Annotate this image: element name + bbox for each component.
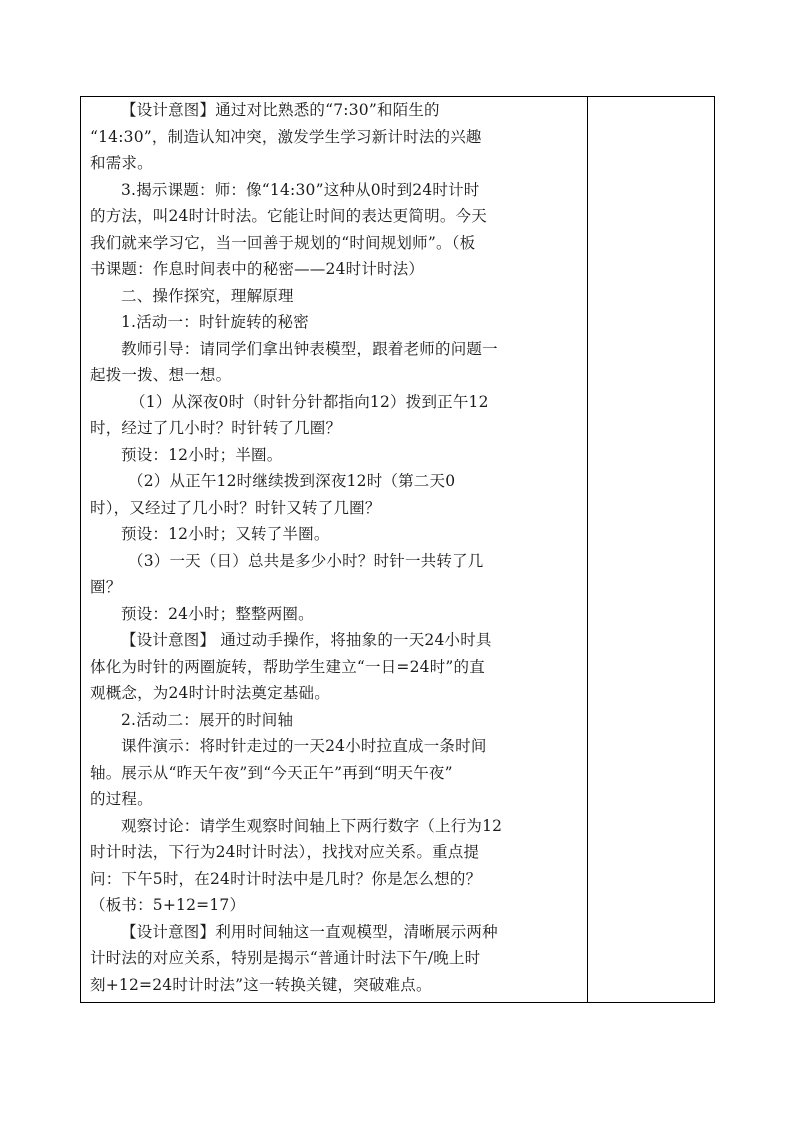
text-line: 观概念，为24时计时法奠定基础。: [90, 684, 330, 702]
text-line: 书课题：作息时间表中的秘密——24时计时法）: [90, 260, 425, 278]
text-line: 圈？: [90, 578, 122, 596]
text-line: 的方法，叫24时计时法。它能让时间的表达更简明。今天: [90, 207, 487, 225]
text-line: “14:30”，制造认知冲突，激发学生学习新计时法的兴趣: [90, 127, 482, 146]
text-line: 时计时法，下行为24时计时法），找找对应关系。重点提: [90, 843, 480, 861]
text-line: （3）一天（日）总共是多少小时？时针一共转了几: [128, 551, 484, 570]
text-line: 轴。展示从“昨天午夜”到“今天正午”再到“明天午夜”: [90, 763, 453, 782]
text-line: 问：下午5时，在24时计时法中是几时？你是怎么想的？: [90, 869, 482, 888]
lesson-plan-table: [80, 96, 715, 1003]
text-line: 的过程。: [90, 790, 153, 808]
lesson-text: [81, 97, 587, 998]
text-line: 时，经过了几小时？时针转了几圈？: [90, 419, 342, 437]
text-line: 课件演示：将时针走过的一天24小时拉直成一条时间: [121, 737, 487, 755]
text-line: 预设：24小时；整整两圈。: [121, 604, 314, 623]
text-line: （2）从正午12时继续拨到深夜12时（第二天0: [128, 472, 456, 490]
text-line: 刻+12=24时计时法”这一转换关键，突破难点。: [90, 975, 432, 994]
text-line: 二、操作探究，理解原理: [121, 286, 294, 305]
text-line: 时），又经过了几小时？时针又转了几圈？: [90, 498, 381, 517]
text-line: 【设计意图】 通过动手操作，将抽象的一天24小时具: [121, 631, 492, 649]
text-line: 预设：12小时；半圈。: [121, 445, 283, 464]
text-line: 【设计意图】通过对比熟悉的“7:30”和陌生的: [121, 101, 440, 119]
main-content-cell: [81, 97, 588, 1003]
text-line: （1）从深夜0时（时针分针都指向12）拨到正午12: [130, 392, 489, 411]
text-line: 和需求。: [90, 154, 153, 172]
text-line: 我们就来学习它，当一回善于规划的“时间规划师”。（板: [90, 233, 476, 252]
text-line: 教师引导：请同学们拿出钟表模型，跟着老师的问题一: [121, 339, 498, 358]
text-line: 体化为时针的两圈旋转，帮助学生建立“一日=24时”的直: [90, 657, 485, 676]
text-line: 观察讨论：请学生观察时间轴上下两行数字（上行为12: [121, 816, 503, 835]
notes-cell: [588, 97, 715, 1003]
text-line: 计时法的对应关系，特别是揭示“普通计时法下午/晚上时: [90, 949, 481, 967]
text-line: 1.活动一：时针旋转的秘密: [121, 313, 309, 331]
text-line: 2.活动二：展开的时间轴: [121, 710, 294, 729]
text-line: 预设：12小时；又转了半圈。: [121, 525, 330, 543]
table-row: [81, 97, 715, 1003]
text-line: （板书：5+12=17）: [90, 896, 246, 914]
text-line: 起拨一拨、想一想。: [90, 366, 232, 384]
text-line: 3.揭示课题：师：像“14:30”这种从0时到24时计时: [121, 180, 480, 199]
text-line: 【设计意图】利用时间轴这一直观模型，清晰展示两种: [121, 922, 498, 941]
